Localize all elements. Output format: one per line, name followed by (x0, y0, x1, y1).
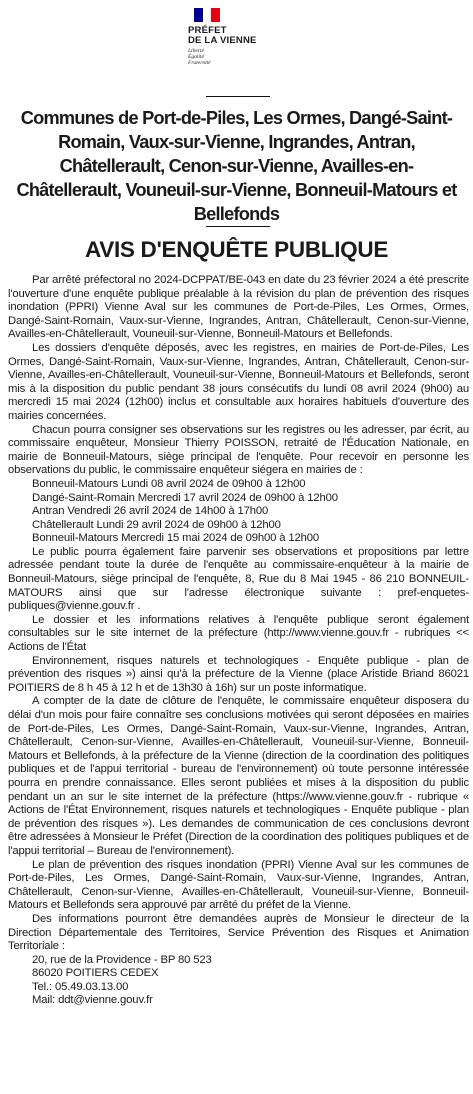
paragraph-dossiers: Les dossiers d'enquête déposés, avec les registres, en mairies de Port-de-Piles, Les Ormes, Dangé-Saint-Romain, Vaux-sur-Vienne, Ingrandes, Antran, Châtellerault, Cenon-sur-Vienne, Availles-en-Châtellerault, Vouneuil-sur-Vienne, Bonneuil-Matours et Bellefonds, seront mis à la disposition du public pendant 38 jours consécutifs du lundi 08 avril 2024 (9h00) au mercredi 15 mai 2024 (12h00) inclus et consultable aux horaires habituels d'ouverture des mairies concernées. (8, 341, 469, 422)
address-email: Mail: ddt@vienne.gouv.fr (32, 994, 153, 1007)
communes-title: Communes de Port-de-Piles, Les Ormes, Dangé-Saint-Romain, Vaux-sur-Vienne, Ingrandes, Antran, Châtellerault, Cenon-sur-Vienne, Availles-en-Châtellerault, Vouneuil-sur-Vienne, Bonneuil-Matours et Bellefonds (16, 108, 457, 224)
paragraph-site-internet: Le dossier et les informations relatives à l'enquête publique seront également consultables sur le site internet de la préfecture (http://www.vienne.gouv.fr - rubriques << Actions de l'État (8, 613, 469, 654)
logo-title-line1: PRÉFET (188, 25, 227, 36)
motto-egalite: Égalité (188, 54, 204, 60)
french-flag-icon (194, 8, 220, 22)
prefecture-logo (188, 8, 268, 80)
address-phone: Tel.: 05.49.03.13.00 (32, 980, 129, 993)
paragraph-conclusions: A compter de la date de clôture de l'enquête, le commissaire enquêteur disposera du délai d'un mois pour faire connaître ses conclusions motivées qui seront déposées en mairies de Port-de-Piles, Les Ormes, Dangé-Saint-Romain, Vaux-sur-Vienne, Ingrandes, Antran, Châtellerault, Cenon-sur-Vienne, Availles-en-Châtellerault, Vouneuil-sur-Vienne, Bonneuil-Matours et Bellefonds, à la préfecture de la Vienne (direction de la coordination des politiques publiques et de l'appui territorial - bureau de l'environnement) où toute personne intéressée pourra en prendre connaissance. Elles seront publiées et mises à la disposition du public pendant un an sur le site internet de la préfecture (https://www.vienne.gouv.fr - rubrique « Actions de l'État Environnement, risques naturels et technologiques - Enquête publique - plan de prévention des risques »). Les demandes de communication de ces conclusions devront être adressées à Monsieur le Préfet (Direction de la coordination des politiques publiques et de l'appui territorial – Bureau de l'environnement). (8, 695, 469, 857)
paragraph-arrete: Par arrêté préfectoral no 2024-DCPPAT/BE-043 en date du 23 février 2024 a été prescrite l'ouverture d'une enquête publique préalable à la révision du plan de prévention des risques inondation (PPRI) Vienne Aval sur les communes de Port-de-Piles, Les Ormes, Ormes, Dangé-Saint-Romain, Vaux-sur-Vienne, Ingrandes, Antran, Châtellerault, Cenon-sur-Vienne, Availles-en-Châtellerault, Vouneuil-sur-Vienne, Bonneuil-Matours et Bellefonds. (8, 274, 469, 341)
paragraph-courrier: Le public pourra également faire parvenir ses observations et propositions par lettre adressée pendant toute la durée de l'enquête au commissaire-enquêteur à la mairie de Bonneuil-Matours, siège principal de l'enquête, 8, Rue du 8 Mai 1945 - 86 210 BONNEUIL-MATOURS ainsi que sur l'adresse électronique suivante : pref-enquetes-publiques@vienne.gouv.fr . (8, 545, 469, 613)
motto-liberte: Liberté (188, 48, 204, 54)
paragraph-observations: Chacun pourra consigner ses observations sur les registres ou les adresser, par écrit, au commissaire enquêteur, Monsieur Thierry POISSON, retraité de l'Éducation Nationale, en mairie de Bonneuil-Matours, siège principal de l'enquête. Pour recevoir en personne les observations du public, le commissaire enquêteur siégera en mairies de : (8, 423, 469, 477)
paragraph-approbation: Le plan de prévention des risques inondation (PPRI) Vienne Aval sur les communes de Port-de-Piles, Les Ormes, Dangé-Saint-Romain, Vaux-sur-Vienne, Ingrandes, Antran, Châtellerault, Cenon-sur-Vienne, Availles-en-Châtellerault, Vouneuil-sur-Vienne, Bonneuil-Matours et Bellefonds sera approuvé par arrêté du préfet de la Vienne. (8, 858, 469, 912)
paragraph-informations: Des informations pourront être demandées auprès de Monsieur le directeur de la Direction Départementale des Territoires, Service Prévention des Risques et Animation Territoriale : (8, 912, 469, 953)
session-item: Bonneuil-Matours Lundi 08 avril 2024 de 09h00 à 12h00 (32, 477, 306, 490)
session-item: Antran Vendredi 26 avril 2024 de 14h00 à 17h00 (32, 505, 269, 518)
avis-title: AVIS D'ENQUÊTE PUBLIQUE (84, 237, 389, 262)
notice-body (8, 274, 469, 1008)
middle-divider (206, 226, 270, 227)
session-item: Dangé-Saint-Romain Mercredi 17 avril 2024 de 09h00 à 12h00 (32, 491, 338, 504)
address-street: 20, rue de la Providence - BP 80 523 (32, 953, 212, 966)
address-city: 86020 POITIERS CEDEX (32, 967, 159, 980)
session-item: Bonneuil-Matours Mercredi 15 mai 2024 de 09h00 à 12h00 (32, 532, 320, 545)
logo-title-line2: DE LA VIENNE (188, 35, 257, 46)
paragraph-environnement: Environnement, risques naturels et technologiques - Enquête publique - plan de prévention des risques ») ainsi qu'à la préfecture de la Vienne (place Aristide Briand 86021 POITIERS de 8 h 45 à 12 h et de 13h30 à 16h) sur un poste informatique. (8, 654, 469, 694)
session-item: Châtellerault Lundi 29 avril 2024 de 09h00 à 12h00 (32, 518, 281, 531)
top-divider (206, 96, 270, 97)
motto-fraternite: Fraternité (188, 60, 211, 66)
